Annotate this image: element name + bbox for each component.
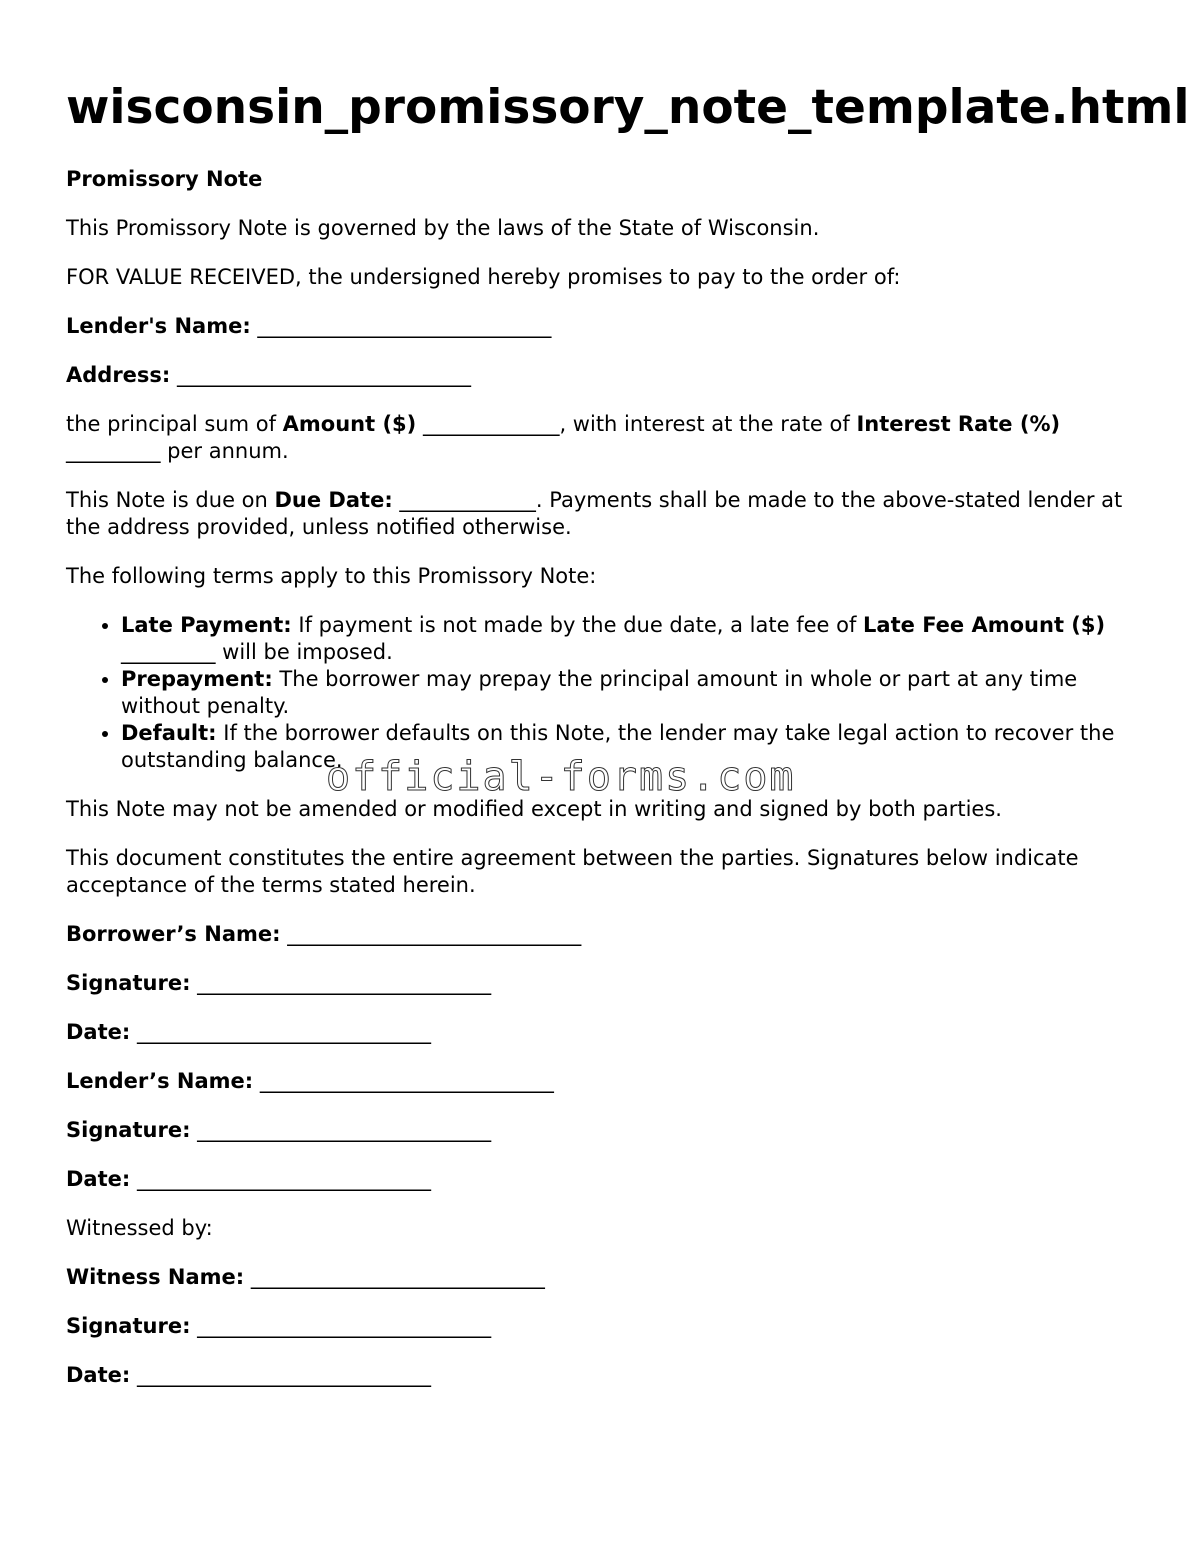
lender-name2-blank[interactable]: ____________________________ bbox=[259, 1069, 554, 1093]
principal-paragraph: the principal sum of Amount ($) _____________, with interest at the rate of Interest Rate (%) _________ per annum. bbox=[66, 412, 1061, 463]
borrower-signature-line: Signature: ____________________________ bbox=[66, 971, 492, 995]
due-paragraph: This Note is due on Due Date: _____________. Payments shall be made to the above-stated lender at the address provided, unless notified otherwise. bbox=[66, 488, 1123, 539]
witness-signature-blank[interactable]: ____________________________ bbox=[197, 1314, 492, 1338]
terms-intro: The following terms apply to this Promissory Note: bbox=[66, 564, 597, 588]
term-late-payment: • Late Payment: If payment is not made by the due date, a late fee of Late Fee Amount ($) _________ will be imposed. bbox=[121, 612, 1126, 666]
lender-signature-blank[interactable]: ____________________________ bbox=[197, 1118, 492, 1142]
lender-signature-line: Signature: ____________________________ bbox=[66, 1118, 492, 1142]
borrower-date-line: Date: ____________________________ bbox=[66, 1020, 431, 1044]
for-value-text: FOR VALUE RECEIVED, the undersigned hereby promises to pay to the order of: bbox=[66, 265, 901, 289]
term-default: • Default: If the borrower defaults on this Note, the lender may take legal action to recover the outstanding balance. bbox=[121, 720, 1126, 774]
witness-name-blank[interactable]: ____________________________ bbox=[250, 1265, 545, 1289]
intro-text: This Promissory Note is governed by the laws of the State of Wisconsin. bbox=[66, 216, 820, 240]
late-fee-blank[interactable]: _________ bbox=[121, 640, 216, 664]
address-line: Address: ____________________________ bbox=[66, 363, 472, 387]
lender-name-blank[interactable]: ____________________________ bbox=[257, 314, 552, 338]
borrower-name-line: Borrower’s Name: ____________________________ bbox=[66, 922, 582, 946]
borrower-date-blank[interactable]: ____________________________ bbox=[136, 1020, 431, 1044]
borrower-signature-blank[interactable]: ____________________________ bbox=[197, 971, 492, 995]
lender-date-blank[interactable]: ____________________________ bbox=[136, 1167, 431, 1191]
witness-date-line: Date: ____________________________ bbox=[66, 1363, 431, 1387]
witness-signature-line: Signature: ____________________________ bbox=[66, 1314, 492, 1338]
borrower-name-blank[interactable]: ____________________________ bbox=[287, 922, 582, 946]
terms-list bbox=[66, 612, 1126, 774]
term-prepayment: • Prepayment: The borrower may prepay the principal amount in whole or part at any time without penalty. bbox=[121, 666, 1126, 720]
watermark-text: official-forms.com bbox=[326, 754, 796, 800]
amend-text: This Note may not be amended or modified except in writing and signed by both parties. bbox=[66, 797, 1002, 821]
address-blank[interactable]: ____________________________ bbox=[177, 363, 472, 387]
amount-blank[interactable]: _____________ bbox=[422, 412, 560, 436]
interest-rate-blank[interactable]: _________ bbox=[66, 439, 161, 463]
lender-name-line: Lender's Name: ____________________________ bbox=[66, 314, 552, 338]
witness-name-line: Witness Name: ____________________________ bbox=[66, 1265, 545, 1289]
note-heading: Promissory Note bbox=[66, 167, 263, 191]
witness-date-blank[interactable]: ____________________________ bbox=[136, 1363, 431, 1387]
witnessed-by-text: Witnessed by: bbox=[66, 1216, 213, 1240]
document-title: wisconsin_promissory_note_template.html bbox=[66, 80, 1190, 135]
lender-date-line: Date: ____________________________ bbox=[66, 1167, 431, 1191]
entire-agreement-text: This document constitutes the entire agreement between the parties. Signatures below indicate acceptance of the terms stated herein. bbox=[66, 846, 1079, 897]
due-date-blank[interactable]: _____________ bbox=[399, 488, 536, 512]
lender-name2-line: Lender’s Name: ____________________________ bbox=[66, 1069, 554, 1093]
